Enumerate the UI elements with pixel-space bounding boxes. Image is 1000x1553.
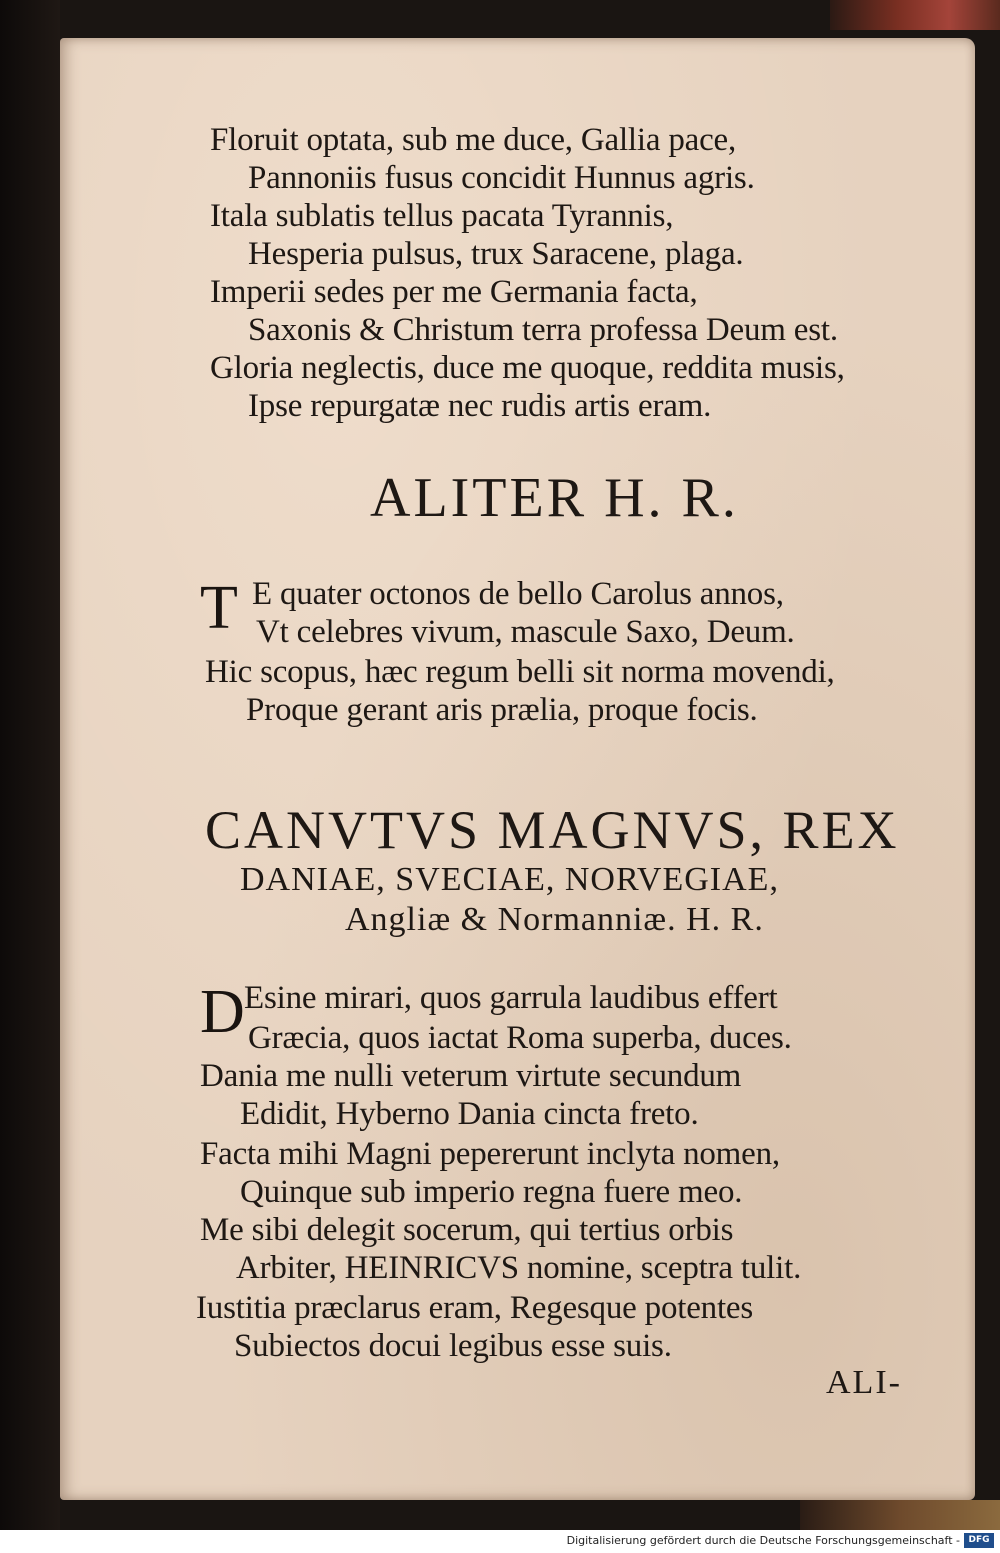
book-spine — [0, 0, 60, 1530]
poem1-line-1: Floruit optata, sub me duce, Gallia pace, — [210, 122, 737, 158]
poem1-line-2: Pannoniis fusus concidit Hunnus agris. — [248, 160, 755, 196]
drop-cap-letter: D — [200, 978, 245, 1046]
poem1-line-3: Itala sublatis tellus pacata Tyrannis, — [210, 198, 674, 234]
poem1-line-5: Imperii sedes per me Germania facta, — [210, 274, 698, 310]
book-cover-edge-bottom — [800, 1500, 1000, 1530]
poem1-line-4: Hesperia pulsus, trux Saracene, plaga. — [248, 236, 744, 272]
poem2-line-4: Proque gerant aris prælia, proque focis. — [246, 692, 758, 728]
dfg-logo: DFG — [964, 1533, 994, 1548]
poem3-line-10: Subiectos docui legibus esse suis. — [234, 1328, 672, 1364]
poem3-line-1: Esine mirari, quos garrula laudibus effert — [244, 980, 778, 1016]
poem3-line-3: Dania me nulli veterum virtute secundum — [200, 1058, 742, 1094]
heading-canutus-line-3: Angliæ & Normanniæ. H. R. — [345, 901, 764, 938]
footer-credit-text: Digitalisierung gefördert durch die Deutsche Forschungsgemeinschaft - — [566, 1534, 960, 1547]
poem3-line-2: Græcia, quos iactat Roma superba, duces. — [248, 1020, 792, 1056]
poem3-line-4: Edidit, Hyberno Dania cincta freto. — [240, 1096, 699, 1132]
poem1-line-6: Saxonis & Christum terra professa Deum est. — [248, 312, 838, 348]
poem3-line-5: Facta mihi Magni pepererunt inclyta nomen, — [200, 1136, 780, 1172]
drop-cap-t — [200, 574, 238, 642]
poem2-line-3: Hic scopus, hæc regum belli sit norma movendi, — [205, 654, 835, 690]
heading-canutus-line-2: DANIAE, SVECIAE, NORVEGIAE, — [240, 861, 779, 898]
poem2-line-1: E quater octonos de bello Carolus annos, — [252, 576, 784, 612]
drop-cap-letter: T — [200, 574, 238, 642]
page-text — [60, 38, 975, 1500]
catchword: ALI- — [826, 1364, 902, 1401]
poem3-line-7: Me sibi delegit socerum, qui tertius orbis — [200, 1212, 734, 1248]
book-cover-edge-top — [830, 0, 1000, 30]
poem1-line-8: Ipse repurgatæ nec rudis artis eram. — [248, 388, 712, 424]
heading-canutus-line-1: CANVTVS MAGNVS, REX — [205, 800, 900, 860]
poem1-line-7: Gloria neglectis, duce me quoque, reddita musis, — [210, 350, 845, 386]
poem3-line-8: Arbiter, HEINRICVS nomine, sceptra tulit. — [236, 1250, 802, 1286]
poem3-line-9: Iustitia præclarus eram, Regesque potentes — [196, 1290, 754, 1326]
digitization-footer — [0, 1530, 1000, 1553]
drop-cap-d — [200, 978, 245, 1046]
poem3-line-6: Quinque sub imperio regna fuere meo. — [240, 1174, 743, 1210]
poem2-line-2: Vt celebres vivum, mascule Saxo, Deum. — [256, 614, 795, 650]
heading-aliter: ALITER H. R. — [370, 467, 739, 529]
book-page — [60, 38, 975, 1500]
